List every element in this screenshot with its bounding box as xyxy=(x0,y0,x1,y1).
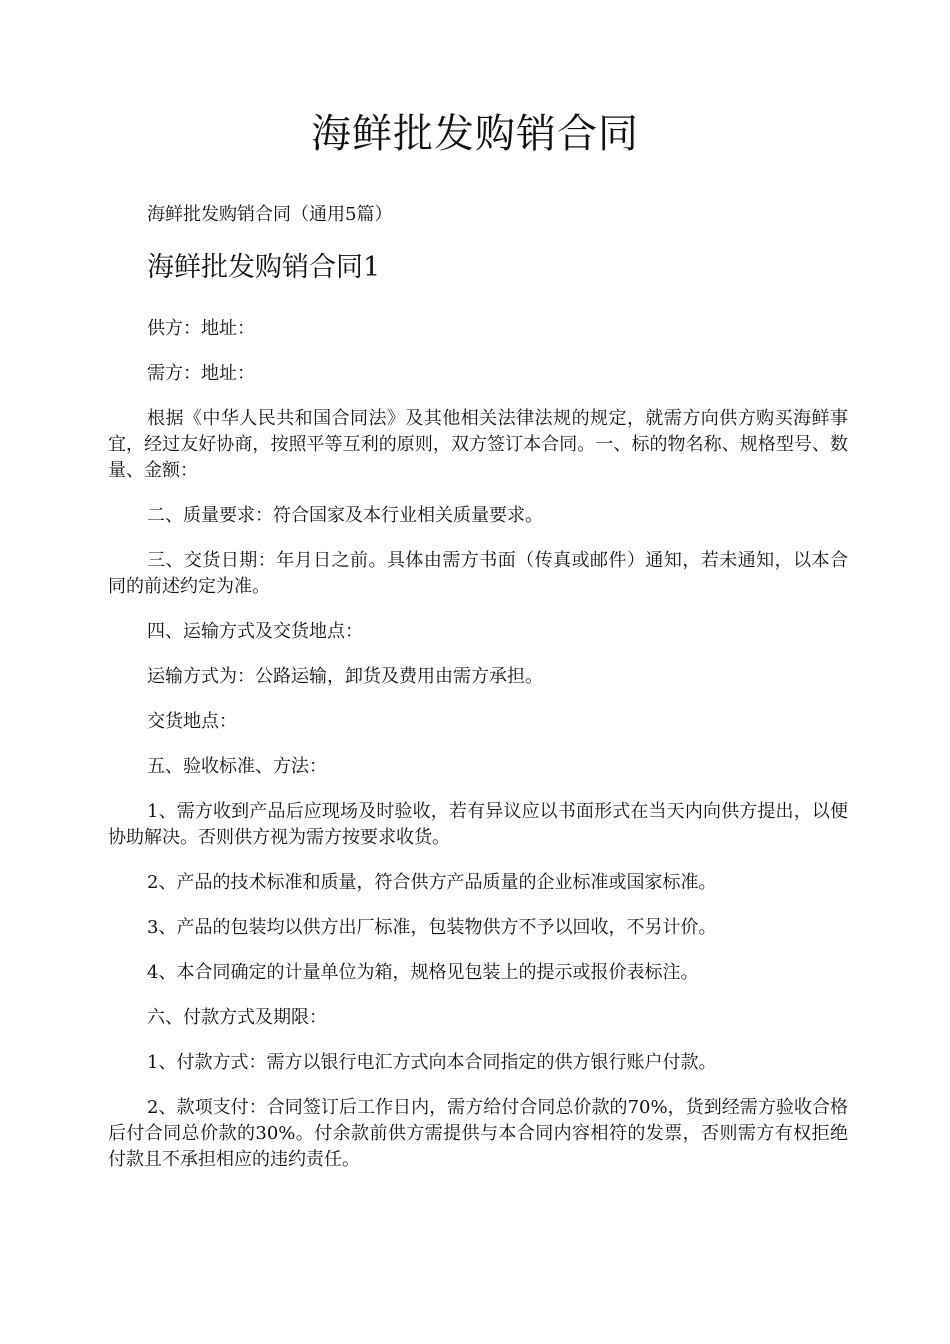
paragraph-transport-heading: 四、运输方式及交货地点： xyxy=(147,621,363,642)
paragraph-delivery-place: 交货地点： xyxy=(147,711,237,732)
paragraph-inspection-3: 3、产品的包装均以供方出厂标准，包装物供方不予以回收，不另计价。 xyxy=(147,917,717,938)
paragraph-inspection-1: 1、需方收到产品后应现场及时验收，若有异议应以书面形式在当天内向供方提出，以便协助解决。否则供方视为需方按要求收货。 xyxy=(108,801,848,848)
paragraph-payment-heading: 六、付款方式及期限： xyxy=(147,1007,327,1028)
document-subtitle: 海鲜批发购销合同（通用5篇） xyxy=(147,204,393,225)
paragraph-transport-method: 运输方式为：公路运输，卸货及费用由需方承担。 xyxy=(147,666,543,687)
document-title: 海鲜批发购销合同 xyxy=(311,111,639,157)
paragraph-inspection-heading: 五、验收标准、方法： xyxy=(147,756,327,777)
paragraph-supplier: 供方：地址： xyxy=(147,318,255,339)
paragraph-payment-2: 2、款项支付：合同签订后工作日内，需方给付合同总价款的70%，货到经需方验收合格后付合同总价款的30%。付余款前供方需提供与本合同内容相符的发票，否则需方有权拒绝付款且不承担相应的违约责任。 xyxy=(108,1097,848,1170)
paragraph-quality: 二、质量要求：符合国家及本行业相关质量要求。 xyxy=(147,505,543,526)
paragraph-buyer: 需方：地址： xyxy=(147,363,255,384)
paragraph-inspection-4: 4、本合同确定的计量单位为箱，规格见包装上的提示或报价表标注。 xyxy=(147,962,699,983)
section-heading: 海鲜批发购销合同1 xyxy=(147,252,381,283)
paragraph-preamble: 根据《中华人民共和国合同法》及其他相关法律法规的规定，就需方向供方购买海鲜事宜，经过友好协商，按照平等互利的原则，双方签订本合同。一、标的物名称、规格型号、数量、金额： xyxy=(108,408,848,481)
contract-body xyxy=(108,316,848,1192)
paragraph-payment-1: 1、付款方式：需方以银行电汇方式向本合同指定的供方银行账户付款。 xyxy=(147,1052,717,1073)
paragraph-delivery-date: 三、交货日期：年月日之前。具体由需方书面（传真或邮件）通知，若未通知，以本合同的前述约定为准。 xyxy=(108,550,848,597)
paragraph-inspection-2: 2、产品的技术标准和质量，符合供方产品质量的企业标准或国家标准。 xyxy=(147,872,717,893)
